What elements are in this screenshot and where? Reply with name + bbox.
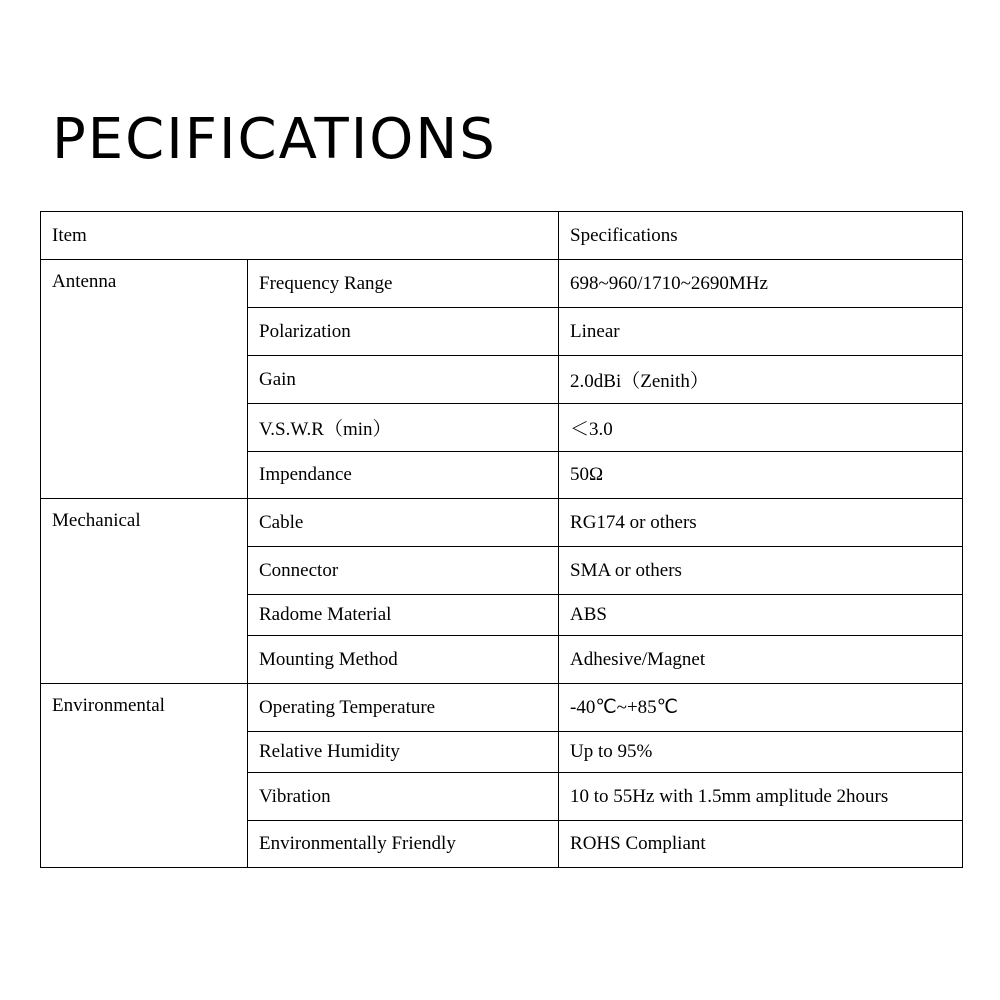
row-label: V.S.W.R（min） <box>248 404 559 452</box>
row-label: Frequency Range <box>248 260 559 308</box>
table-row <box>41 499 963 547</box>
row-value: ABS <box>559 595 963 636</box>
table-row <box>41 684 963 732</box>
row-value: Adhesive/Magnet <box>559 636 963 684</box>
row-label: Operating Temperature <box>248 684 559 732</box>
row-label: Mounting Method <box>248 636 559 684</box>
page-title: PECIFICATIONS <box>52 107 497 172</box>
row-value: ROHS Compliant <box>559 821 963 868</box>
row-label: Relative Humidity <box>248 732 559 773</box>
row-label: Environmentally Friendly <box>248 821 559 868</box>
row-label: Connector <box>248 547 559 595</box>
row-value: Linear <box>559 308 963 356</box>
row-label: Polarization <box>248 308 559 356</box>
table-header-row <box>41 212 963 260</box>
row-value: -40℃~+85℃ <box>559 684 963 732</box>
row-value: SMA or others <box>559 547 963 595</box>
row-value: 2.0dBi（Zenith） <box>559 356 963 404</box>
row-label: Vibration <box>248 773 559 821</box>
group-mechanical: Mechanical <box>41 499 248 684</box>
group-environmental: Environmental <box>41 684 248 868</box>
row-label: Gain <box>248 356 559 404</box>
row-value: ＜3.0 <box>559 404 963 452</box>
row-label: Cable <box>248 499 559 547</box>
row-label: Impendance <box>248 452 559 499</box>
row-value: RG174 or others <box>559 499 963 547</box>
table-row <box>41 260 963 308</box>
row-value: 698~960/1710~2690MHz <box>559 260 963 308</box>
row-value: Up to 95% <box>559 732 963 773</box>
row-value: 50Ω <box>559 452 963 499</box>
specifications-table <box>40 211 963 868</box>
group-antenna: Antenna <box>41 260 248 499</box>
header-specifications: Specifications <box>559 212 963 260</box>
row-label: Radome Material <box>248 595 559 636</box>
header-item: Item <box>41 212 559 260</box>
row-value: 10 to 55Hz with 1.5mm amplitude 2hours <box>559 773 963 821</box>
